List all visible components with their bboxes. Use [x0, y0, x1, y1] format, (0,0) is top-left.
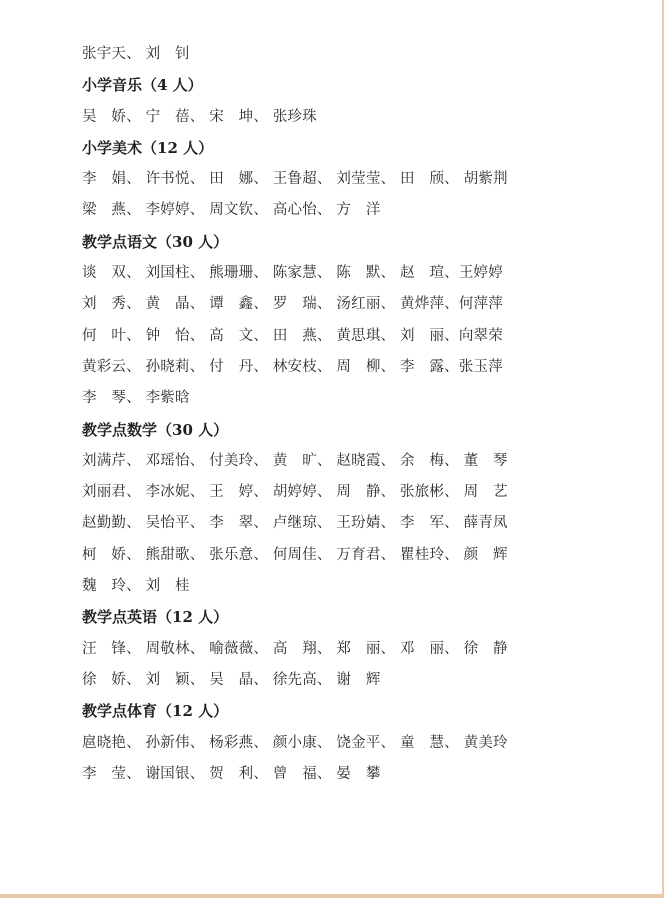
name-row: 李 莹、 谢国银、 贺 利、 曾 福、 晏 攀 [82, 765, 381, 782]
name-row: 谈 双、 刘国柱、 熊珊珊、 陈家慧、 陈 默、 赵 瑄、王婷婷 [82, 265, 503, 282]
name-row: 吴 娇、 宁 蓓、 宋 坤、 张珍珠 [82, 108, 317, 125]
name-row: 徐 娇、 刘 颖、 吴 晶、 徐先高、 谢 辉 [82, 671, 381, 688]
name-row: 扈晓艳、 孙新伟、 杨彩燕、 颜小康、 饶金平、 童 慧、 黄美玲 [82, 734, 508, 751]
name-list [82, 39, 562, 790]
section-heading: 小学美术（12 人） [82, 138, 214, 157]
name-row: 刘满芹、 邓瑶怡、 付美玲、 黄 旷、 赵晓霞、 余 梅、 董 琴 [82, 452, 508, 469]
section-heading: 小学音乐（4 人） [82, 76, 203, 95]
name-row: 黄彩云、 孙晓莉、 付 丹、 林安枝、 周 柳、 李 露、张玉萍 [82, 358, 503, 375]
name-row: 张宇天、 刘 钊 [82, 46, 190, 62]
name-row: 李 娟、 许书悦、 田 娜、 王鲁超、 刘莹莹、 田 颀、 胡紫荆 [82, 171, 508, 188]
name-row: 柯 娇、 熊甜歌、 张乐意、 何周佳、 万育君、 瞿桂玲、 颜 辉 [82, 546, 508, 563]
name-row: 汪 锋、 周敬林、 喻薇薇、 高 翔、 郑 丽、 邓 丽、 徐 静 [82, 640, 508, 657]
section-heading: 教学点英语（12 人） [82, 608, 229, 627]
section-heading: 教学点体育（12 人） [82, 702, 229, 721]
name-row: 刘丽君、 李冰妮、 王 婷、 胡婷婷、 周 静、 张旅彬、 周 艺 [82, 484, 508, 501]
name-row: 李 琴、 李紫晗 [82, 390, 190, 407]
name-row: 梁 燕、 李婷婷、 周文钦、 高心怡、 方 洋 [82, 202, 381, 219]
name-row: 赵勤勤、 吴怡平、 李 翠、 卢继琼、 王玢婧、 李 军、 薛青凤 [82, 515, 508, 532]
section-heading: 教学点数学（30 人） [82, 420, 229, 439]
name-row: 何 叶、 钟 怡、 高 文、 田 燕、 黄思琪、 刘 丽、向翠荣 [82, 327, 503, 344]
section-heading: 教学点语文（30 人） [82, 232, 229, 251]
name-row: 刘 秀、 黄 晶、 谭 鑫、 罗 瑞、 汤红丽、 黄烨萍、何萍萍 [82, 296, 503, 313]
name-row: 魏 玲、 刘 桂 [82, 578, 190, 595]
